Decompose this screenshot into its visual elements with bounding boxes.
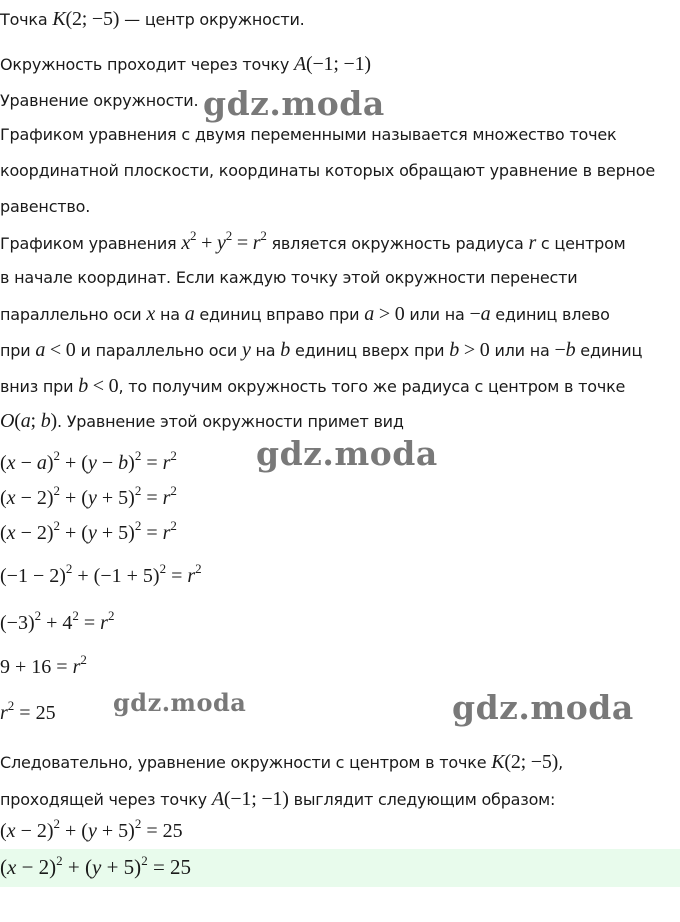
theory-line-3: равенство. (0, 197, 91, 216)
step-substitute-center: $(x - 2)^2 + (y + 5)^2 = r^2$ (0, 483, 177, 509)
point-text: Окружность проходит через точку (0, 55, 294, 74)
conclusion-line-2: проходящей через точку A(−1; −1) выглядит следующим образом: (0, 788, 556, 810)
watermark-2: gdz.moda (256, 434, 438, 473)
step-simplify: $(-3)^2 + 4^2 = r^2$ (0, 608, 115, 634)
theory-line-1: Графиком уравнения с двумя переменными называется множество точек (0, 125, 617, 144)
step-sum: $9 + 16 = r^2$ (0, 652, 87, 678)
conclusion-equation: $(x - 2)^2 + (y + 5)^2 = 25$ (0, 816, 183, 842)
theory-line-4: Графиком уравнения $x^2 + y^2 = r^2$ является окружность радиуса r с центром (0, 228, 626, 254)
intro-center-line (0, 8, 305, 31)
point-k: K(2; −5) (52, 8, 120, 30)
equation-label: Уравнение окружности. (0, 91, 199, 110)
answer-equation: $(x - 2)^2 + (y + 5)^2 = 25$ (0, 853, 192, 879)
center-text-2: — центр окружности. (119, 10, 305, 29)
step-general: $(x - a)^2 + (y - b)^2 = r^2$ (0, 448, 177, 474)
theory-line-9: O(a; b). Уравнение этой окружности примет вид (0, 410, 404, 432)
point-a: A(−1; −1) (293, 53, 371, 75)
theory-line-5: в начале координат. Если каждую точку этой окружности перенести (0, 268, 578, 287)
watermark-1: gdz.moda (203, 84, 385, 123)
theory-line-7: при a < 0 и параллельно оси y на b единиц вверх при b > 0 или на −b единиц (0, 339, 643, 361)
conclusion-line-1: Следовательно, уравнение окружности с центром в точке K(2; −5), (0, 751, 564, 773)
theory-line-8: вниз при b < 0, то получим окружность того же радиуса с центром в точке (0, 375, 626, 397)
step-substitute-point: $(-1 - 2)^2 + (-1 + 5)^2 = r^2$ (0, 561, 202, 587)
theory-line-6: параллельно оси x на a единиц вправо при a > 0 или на −a единиц влево (0, 303, 610, 325)
step-substitute-center-repeat: $(x - 2)^2 + (y + 5)^2 = r^2$ (0, 518, 177, 544)
intro-point-line (0, 53, 371, 76)
center-text-1: Точка (0, 10, 53, 29)
watermark-4: gdz.moda (452, 688, 634, 727)
step-result: $r^2 = 25$ (0, 698, 56, 724)
watermark-3: gdz.moda (113, 688, 247, 717)
theory-line-2: координатной плоскости, координаты которых обращают уравнение в верное (0, 161, 656, 180)
